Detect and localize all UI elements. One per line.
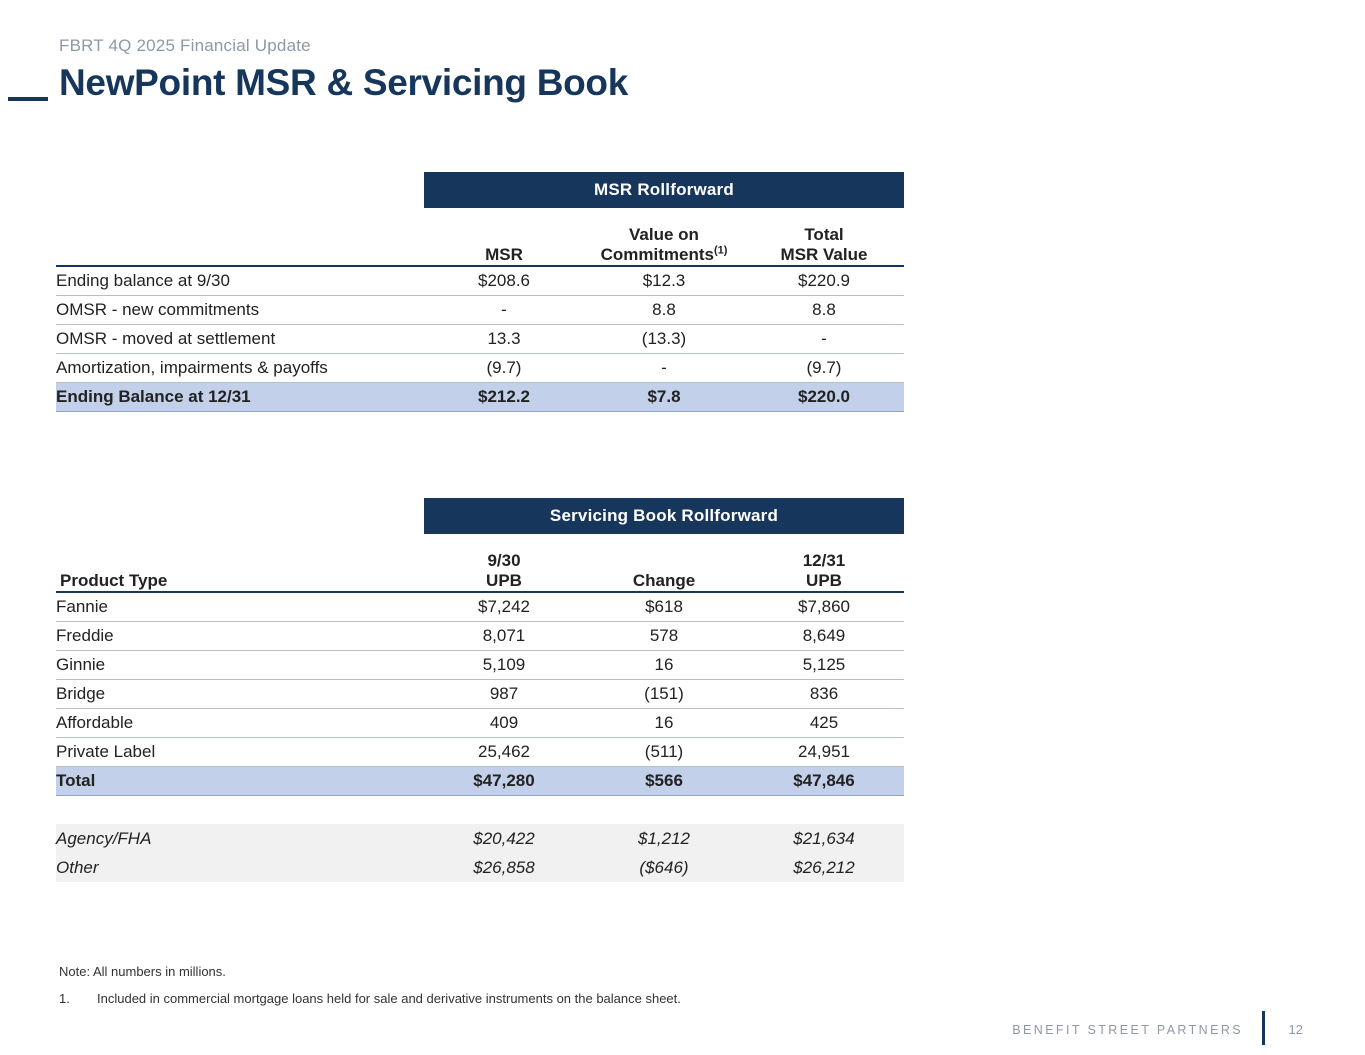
row-value: 5,125 <box>744 651 904 680</box>
spacer-cell <box>56 796 424 825</box>
slide-header <box>0 0 1365 120</box>
row-value: 5,109 <box>424 651 584 680</box>
footnote-note: Note: All numbers in millions. <box>59 964 226 979</box>
total-value: $7.8 <box>584 383 744 412</box>
spacer-cell <box>424 796 584 825</box>
table-row <box>56 592 904 622</box>
table-row <box>56 325 904 354</box>
servicing-col-upb930-line1: 9/30 <box>487 551 521 570</box>
row-value: (13.3) <box>584 325 744 354</box>
row-value: 16 <box>584 709 744 738</box>
table-row <box>56 680 904 709</box>
row-value: (9.7) <box>424 354 584 383</box>
row-value: $208.6 <box>424 266 584 296</box>
row-value: 24,951 <box>744 738 904 767</box>
table-memo-row <box>56 824 904 853</box>
spacer-cell <box>744 796 904 825</box>
row-value: 987 <box>424 680 584 709</box>
memo-label: Other <box>56 853 424 882</box>
msr-col-msr-header <box>424 224 584 266</box>
row-value: (9.7) <box>744 354 904 383</box>
row-label: Amortization, impairments & payoffs <box>56 354 424 383</box>
servicing-col-upb930-header <box>424 550 584 592</box>
servicing-book-table <box>56 550 904 882</box>
row-value: 836 <box>744 680 904 709</box>
row-label: Ginnie <box>56 651 424 680</box>
footer-brand: BENEFIT STREET PARTNERS <box>1012 1023 1243 1037</box>
total-value: $212.2 <box>424 383 584 412</box>
msr-col-commitments-line1: Value on <box>629 225 699 244</box>
total-value: $566 <box>584 767 744 796</box>
servicing-col-change-header <box>584 550 744 592</box>
memo-value: $26,212 <box>744 853 904 882</box>
row-value: 425 <box>744 709 904 738</box>
msr-col-total-header <box>744 224 904 266</box>
total-value: $47,846 <box>744 767 904 796</box>
servicing-col-product-line2: Product Type <box>60 571 168 590</box>
table-total-row <box>56 767 904 796</box>
footnotes <box>59 962 681 1010</box>
page-title: NewPoint MSR & Servicing Book <box>59 62 628 103</box>
row-value: $220.9 <box>744 266 904 296</box>
msr-rollforward-band: MSR Rollforward <box>424 172 904 208</box>
row-value: 8.8 <box>744 296 904 325</box>
row-label: OMSR - moved at settlement <box>56 325 424 354</box>
servicing-col-upb1231-line1: 12/31 <box>802 551 846 570</box>
memo-value: $1,212 <box>584 824 744 853</box>
table-row <box>56 622 904 651</box>
table-row <box>56 296 904 325</box>
memo-value: ($646) <box>584 853 744 882</box>
msr-col-total-line2: MSR Value <box>780 245 868 264</box>
total-label: Ending Balance at 12/31 <box>56 383 424 412</box>
msr-col-total-line1: Total <box>804 225 844 244</box>
servicing-col-product-line1 <box>60 550 424 570</box>
row-label: Affordable <box>56 709 424 738</box>
row-value: 13.3 <box>424 325 584 354</box>
table-spacer <box>56 796 904 825</box>
total-label: Total <box>56 767 424 796</box>
spacer-cell <box>584 796 744 825</box>
table-header-row <box>56 550 904 592</box>
table-row <box>56 709 904 738</box>
table-header-row <box>56 224 904 266</box>
row-value: - <box>424 296 584 325</box>
row-value: 8,071 <box>424 622 584 651</box>
total-value: $220.0 <box>744 383 904 412</box>
table-total-row <box>56 383 904 412</box>
footnote-marker-1: (1) <box>713 244 728 257</box>
footnote-item <box>59 989 681 1010</box>
servicing-col-upb1231-line2: UPB <box>806 571 842 590</box>
table-memo-row <box>56 853 904 882</box>
servicing-col-upb1231-header <box>744 550 904 592</box>
row-value: $618 <box>584 592 744 622</box>
memo-value: $21,634 <box>744 824 904 853</box>
row-label: Private Label <box>56 738 424 767</box>
servicing-col-change-line2: Change <box>632 571 696 590</box>
row-value: 578 <box>584 622 744 651</box>
msr-col-msr-line1 <box>424 224 584 244</box>
msr-col-commitments-header <box>584 224 744 266</box>
servicing-col-upb930-line2: UPB <box>486 571 522 590</box>
row-value: - <box>584 354 744 383</box>
memo-value: $26,858 <box>424 853 584 882</box>
table-row <box>56 266 904 296</box>
footnote-text: Included in commercial mortgage loans held for sale and derivative instruments on the balance sheet. <box>97 990 681 1006</box>
servicing-col-change-line1 <box>584 550 744 570</box>
row-value: 25,462 <box>424 738 584 767</box>
footer-divider <box>1262 1011 1265 1045</box>
row-value: $7,860 <box>744 592 904 622</box>
row-label: Bridge <box>56 680 424 709</box>
table-row <box>56 354 904 383</box>
row-value: 16 <box>584 651 744 680</box>
row-value: (151) <box>584 680 744 709</box>
servicing-book-block <box>56 498 904 882</box>
row-value: 8.8 <box>584 296 744 325</box>
row-label: Fannie <box>56 592 424 622</box>
page-number: 12 <box>1288 1022 1303 1037</box>
row-label: Ending balance at 9/30 <box>56 266 424 296</box>
memo-label: Agency/FHA <box>56 824 424 853</box>
table-row <box>56 738 904 767</box>
msr-col-0-header <box>56 224 424 266</box>
msr-rollforward-block <box>56 172 904 412</box>
row-value: 409 <box>424 709 584 738</box>
row-value: (511) <box>584 738 744 767</box>
total-value: $47,280 <box>424 767 584 796</box>
row-value: 8,649 <box>744 622 904 651</box>
msr-col-commitments-line2 <box>584 244 744 265</box>
footnote-number: 1. <box>59 990 70 1006</box>
row-value: - <box>744 325 904 354</box>
table-row <box>56 651 904 680</box>
servicing-book-band: Servicing Book Rollforward <box>424 498 904 534</box>
msr-col-commitments-text: Commitments <box>600 245 714 264</box>
msr-col-msr-line2: MSR <box>485 245 523 264</box>
row-label: OMSR - new commitments <box>56 296 424 325</box>
deck-eyebrow: FBRT 4Q 2025 Financial Update <box>59 36 311 55</box>
msr-rollforward-table <box>56 224 904 412</box>
row-value: $7,242 <box>424 592 584 622</box>
row-value: $12.3 <box>584 266 744 296</box>
memo-value: $20,422 <box>424 824 584 853</box>
title-accent-rule <box>8 97 48 101</box>
row-label: Freddie <box>56 622 424 651</box>
servicing-col-product-header <box>56 550 424 592</box>
